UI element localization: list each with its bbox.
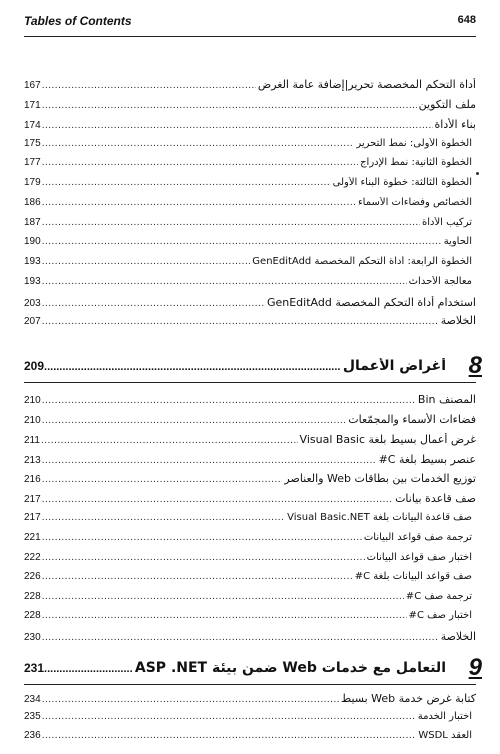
- toc-entry[interactable]: الخطوة الثالثة: خطوة البناء الأولى ..... 179: [24, 177, 476, 188]
- toc-entry[interactable]: المصنف Bin ..... 210: [24, 393, 476, 406]
- toc-entry[interactable]: الخطوة الثانية: نمط الإدراج ..... 177: [24, 157, 476, 168]
- toc-entry[interactable]: ترجمة صف قواعد البيانات ..... 221: [24, 532, 476, 543]
- toc-entry[interactable]: صف قاعدة البيانات بلغة Visual Basic.NET ..... 217: [24, 512, 476, 523]
- toc-entry[interactable]: اختبار صف قواعد البيانات ..... 222: [24, 552, 476, 563]
- toc-entry[interactable]: ترجمة صف C# ..... 228: [24, 591, 476, 602]
- toc-entry[interactable]: ملف التكوين ..... 171: [24, 98, 476, 111]
- toc-entry[interactable]: تركيب الأداة ..... 187: [24, 217, 476, 228]
- chapter-title: أغراض الأعمال: [342, 358, 446, 374]
- toc-entry[interactable]: الخطوة الرابعة: أداة التحكم المخصصة GenEditAdd ..... 193: [24, 256, 476, 267]
- chapter-page: 231: [24, 661, 45, 675]
- chapter-number: 8: [468, 352, 482, 379]
- toc-entry[interactable]: اختبار الخدمة ..... 235: [24, 711, 476, 722]
- toc-entry[interactable]: توزيع الخدمات بين بطاقات Web والعناصر ..... 216: [24, 472, 476, 485]
- toc-entry[interactable]: عنصر بسيط بلغة C# ..... 213: [24, 453, 476, 466]
- toc-entry[interactable]: كتابة غرض خدمة Web بسيط ..... 234: [24, 692, 476, 705]
- toc-entry[interactable]: الخلاصة ..... 230: [24, 630, 476, 643]
- chapter-9-heading[interactable]: [24, 654, 482, 685]
- chapter-title: التعامل مع خدمات Web ضمن بيئة ASP .NET: [134, 660, 446, 676]
- header-title: Tables of Contents: [24, 14, 132, 28]
- toc-entry[interactable]: فضاءات الأسماء والمجمّعات ..... 210: [24, 413, 476, 426]
- toc-entry[interactable]: الخطوة الأولى: نمط التحرير ..... 175: [24, 138, 476, 149]
- chapter-page: 209: [24, 359, 45, 373]
- toc-entry[interactable]: استخدام أداة التحكم المخصصة GenEditAdd ..... 203: [24, 296, 476, 309]
- toc-entry[interactable]: غرض أعمال بسيط بلغة Visual Basic ..... 211: [24, 433, 476, 446]
- toc-entry[interactable]: صف قواعد البيانات بلغة C# ..... 226: [24, 571, 476, 582]
- toc-entry[interactable]: الخلاصة ..... 207: [24, 314, 476, 327]
- toc-entry[interactable]: الخصائص وفضاءات الأسماء ..... 186: [24, 197, 476, 208]
- toc-entry[interactable]: أداة التحكم المخصصة تحرير|إضافة عامة الغرض ..... 167: [24, 78, 476, 91]
- page-header: [24, 12, 476, 37]
- header-page-number: 648: [457, 14, 476, 26]
- toc-entry[interactable]: معالجة الأحداث ..... 193: [24, 276, 476, 287]
- toc-entry[interactable]: بناء الأداة ..... 174: [24, 118, 476, 131]
- toc-entry[interactable]: الحاوية ..... 190: [24, 236, 476, 247]
- toc-entry[interactable]: العقد WSDL ..... 236: [24, 730, 476, 741]
- chapter-number: 9: [468, 654, 482, 681]
- toc-entry[interactable]: اختبار صف C# ..... 228: [24, 610, 476, 621]
- stray-dot: [476, 172, 479, 175]
- chapter-8-heading[interactable]: [24, 352, 482, 383]
- toc-entry[interactable]: صف قاعدة بيانات ..... 217: [24, 492, 476, 505]
